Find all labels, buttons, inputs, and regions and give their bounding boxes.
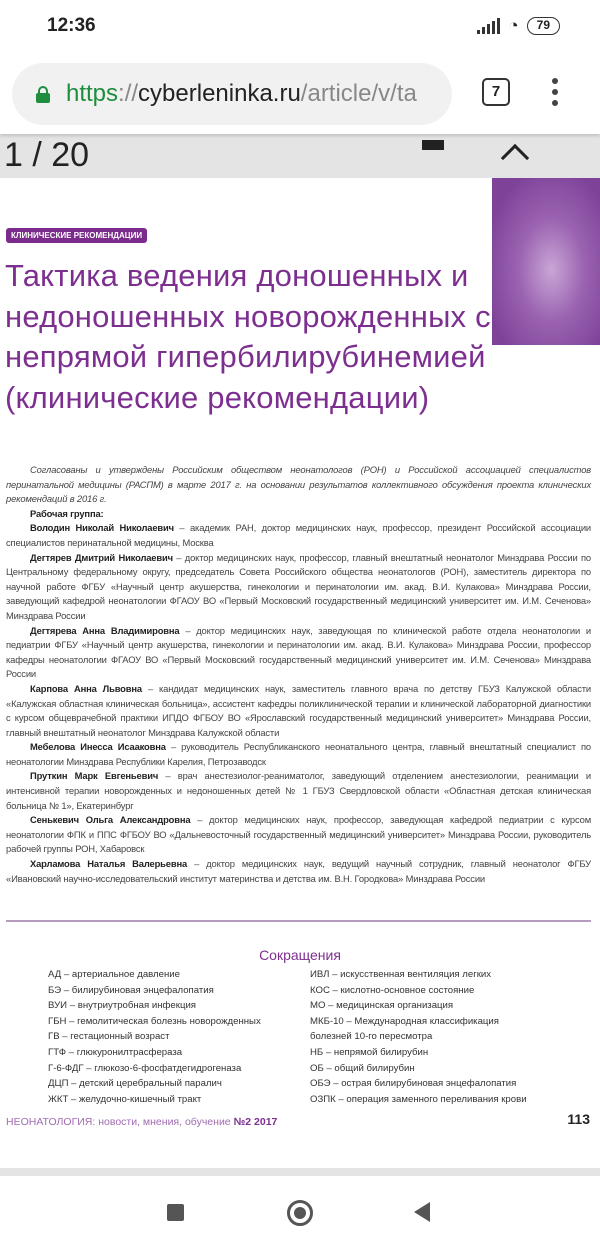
- member-description: – врач анестезиолог-реаниматолог, заведующий отделением анестезиологии, реанимации и интенсивной терапии новорожденных и недоношенных детей № 1 ГБУЗ Свердловской области «Областная детская клиническая больница № 1», Екатеринбург: [6, 770, 591, 811]
- collapse-icon[interactable]: [501, 144, 529, 172]
- abbreviations-heading: Сокращения: [259, 947, 341, 963]
- abbreviation-item: болезней 10-го пересмотра: [310, 1031, 433, 1043]
- abbreviations-left: [48, 967, 261, 1107]
- intro-text: Согласованы и утверждены Российским обществом неонатологов (РОН) и Российской ассоциацией специалистов перинатальной медицины (РАСПМ) в марте 2017 г. на основании результатов коллективного обсуждения проекта клинических рекомендаций в 2016 г.: [6, 464, 591, 505]
- abbreviation-item: Г-6-ФДГ – глюкозо-6-фосфатдегидрогеназа: [48, 1062, 242, 1074]
- abbreviation-item: АД – артериальное давление: [48, 969, 180, 980]
- member-name: Карпова Анна Львовна: [30, 682, 142, 694]
- abbreviation-item: ГТФ – глюкуронилтрасфераза: [48, 1046, 183, 1058]
- member-name: Володин Николай Николаевич: [30, 522, 174, 534]
- abbreviation-item: ЖКТ – желудочно-кишечный тракт: [48, 1093, 202, 1105]
- tab-switcher-button[interactable]: 7: [482, 78, 510, 106]
- abbreviation-item: ОЗПК – операция заменного переливания крови: [310, 1093, 527, 1105]
- journal-name: НЕОНАТОЛОГИЯ: новости, мнения, обучение: [6, 1116, 234, 1128]
- member-name: Дегтярев Дмитрий Николаевич: [30, 551, 173, 563]
- abbreviation-item: БЭ – билирубиновая энцефалопатия: [48, 984, 214, 996]
- wifi-icon: ◔: [508, 16, 519, 35]
- member-description: – доктор медицинских наук, заведующая по клинической работе отдела неонатологии и педиатрии ФГБУ «Научный центр акушерства, гинекологии и перинатологии им. акад. В.И. Кулакова» Минздрава России, профессор кафедры неонатологии ФГАОУ ВО «Первый Московский государственный медицинский университет им. И.М. Сеченова» Минздрава России: [6, 624, 591, 680]
- journal-issue: №2 2017: [233, 1116, 278, 1128]
- abbreviation-item: ДЦП – детский церебральный паралич: [48, 1078, 222, 1090]
- abbreviation-item: ГВ – гестационный возраст: [48, 1031, 170, 1043]
- member-name: Сенькевич Ольга Александровна: [30, 814, 191, 826]
- journal-footer: [6, 1116, 277, 1128]
- member-entry: [6, 682, 591, 740]
- article-title: Тактика ведения доношенных и недоношенных новорожденных с непрямой гипербилирубинемией (клинические рекомендации): [5, 258, 491, 415]
- member-entry: [6, 813, 591, 857]
- browser-toolbar: [0, 56, 600, 134]
- more-menu-icon[interactable]: [550, 78, 560, 112]
- abbreviation-item: МО – медицинская организация: [310, 1000, 454, 1012]
- pdf-toolbar: [0, 134, 600, 178]
- url-path: /article/v/ta: [300, 80, 417, 107]
- lock-icon: [36, 86, 50, 103]
- pdf-page: [0, 178, 600, 1168]
- abbreviation-item: ОБ – общий билирубин: [310, 1062, 415, 1074]
- recents-icon[interactable]: [167, 1204, 184, 1221]
- status-bar: [0, 0, 600, 56]
- abbreviation-item: НБ – непрямой билирубин: [310, 1046, 429, 1058]
- divider: [6, 920, 591, 922]
- member-entry: [6, 521, 591, 550]
- url-host: cyberleninka.ru: [138, 80, 301, 107]
- abbreviation-item: КОС – кислотно-основное состояние: [310, 984, 475, 996]
- abbreviation-item: ВУИ – внутриутробная инфекция: [48, 1000, 197, 1012]
- member-entry: [6, 551, 591, 624]
- abbreviation-item: МКБ-10 – Международная классификация: [310, 1015, 499, 1027]
- member-name: Дегтярева Анна Владимировна: [30, 624, 180, 636]
- member-description: – доктор медицинских наук, ведущий научный сотрудник, главный неонатолог ФГБУ «Ивановский научно-исследовательский институт материнства и детства им. В.Н. Городкова» Минздрава России: [6, 858, 591, 884]
- clock: 12:36: [47, 15, 96, 36]
- cover-photo: [492, 178, 600, 345]
- member-description: – доктор медицинских наук, профессор, заведующая кафедрой педиатрии с курсом неонатологии ФПК и ППС ФГБОУ ВО «Дальневосточный государственный медицинский университет» Минздрава России, руководитель рабочей группы РОН, Хабаровск: [6, 814, 591, 855]
- android-nav-bar: [0, 1176, 600, 1248]
- page-number: 113: [567, 1111, 590, 1127]
- member-name: Харламова Наталья Валерьевна: [30, 858, 188, 870]
- member-description: – кандидат медицинских наук, заместитель главного врача по детству ГБУЗ Калужской области «Калужская областная клиническая больница», ассистент кафедры поликлинической терапии и клинической лабораторной диагностики с курсом общеврачебной практики ИПДО ФГБОУ ВО «Ярославский государственный медицинский университет» Минздрава России, главный внештатный неонатолог Минздрава Калужской области: [6, 682, 591, 738]
- url-scheme: https: [66, 80, 119, 107]
- back-icon[interactable]: [414, 1202, 430, 1222]
- member-description: – доктор медицинских наук, профессор, главный внештатный неонатолог Минздрава России по Центральному федеральному округу, председатель Совета Российского общества неонатологов (РОН), заместитель директора по научной работе ФГБУ «Научный центр акушерства, гинекологии и перинатологии им. акад. В.И. Кулакова» Минздрава России, заведующий кафедрой неонатологии ФГАОУ ВО «Первый Московский государственный медицинский университет им. И.М. Сеченова» Минздрава России: [6, 551, 591, 621]
- signal-icon: [477, 18, 500, 34]
- member-entry: [6, 857, 591, 886]
- member-description: – академик РАН, доктор медицинских наук, профессор, президент Российской ассоциации специалистов перинатальной медицины, Москва: [6, 522, 592, 548]
- member-entry: [6, 624, 591, 682]
- member-entry: [6, 740, 591, 769]
- article-body: [6, 463, 591, 886]
- battery-icon: 79: [527, 17, 560, 35]
- member-name: Пруткин Марк Евгеньевич: [30, 770, 159, 782]
- member-description: – руководитель Республиканского неонатального центра, главный внештатный специалист по неонатологии Минздрава Республики Карелия, Петрозаводск: [6, 741, 592, 767]
- group-label: Рабочая группа:: [30, 507, 104, 519]
- abbreviation-item: ГБН – гемолитическая болезнь новорожденных: [48, 1015, 261, 1027]
- abbreviation-item: ОБЭ – острая билирубиновая энцефалопатия: [310, 1078, 517, 1090]
- page-indicator: 1 / 20: [4, 136, 90, 174]
- member-name: Мебелова Инесса Исааковна: [30, 741, 166, 753]
- abbreviation-item: ИВЛ – искусственная вентиляция легких: [310, 969, 492, 980]
- home-icon[interactable]: [287, 1200, 313, 1226]
- member-entry: [6, 769, 591, 813]
- section-badge: КЛИНИЧЕСКИЕ РЕКОМЕНДАЦИИ: [6, 228, 147, 243]
- address-bar[interactable]: [12, 63, 452, 125]
- url-separator: ://: [118, 80, 139, 107]
- download-icon[interactable]: [422, 140, 444, 150]
- abbreviations-right: [310, 967, 527, 1107]
